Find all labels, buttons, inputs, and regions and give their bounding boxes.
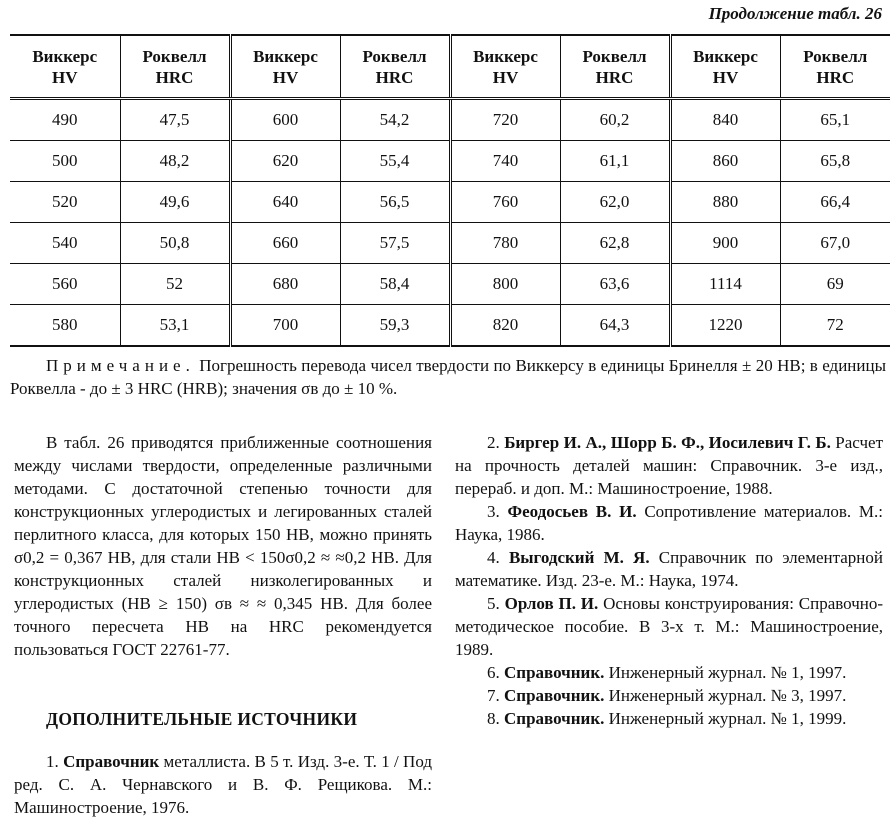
cell-rockwell: 53,1 [120, 305, 230, 347]
cell-rockwell: 62,0 [560, 182, 670, 223]
reference-author: Феодосьев В. И. [507, 502, 637, 521]
cell-vickers: 490 [52, 110, 78, 129]
column-header [670, 35, 780, 99]
cell-rockwell: 69 [780, 264, 890, 305]
column-header [340, 35, 450, 99]
cell-rockwell: 57,5 [340, 223, 450, 264]
table-row [10, 305, 890, 347]
cell-vickers: 600 [230, 99, 340, 141]
reference-author: Справочник. [504, 663, 605, 682]
cell-rockwell: 58,4 [340, 264, 450, 305]
table-row [10, 264, 890, 305]
reference-number: 7. [487, 686, 500, 705]
cell-rockwell: 54,2 [340, 99, 450, 141]
reference-text: Сопротивление материалов. М.: Наука, 1986. [455, 502, 883, 544]
cell-vickers: 620 [230, 141, 340, 182]
section-title: ДОПОЛНИТЕЛЬНЫЕ ИСТОЧНИКИ [46, 709, 358, 729]
table-note [10, 354, 886, 400]
header-unit: HRC [595, 67, 634, 87]
table-header-row [10, 35, 890, 99]
reference-text: Основы конструирования: Справочно-методическое пособие. В 3-х т. М.: Машиностроение, 1989. [455, 594, 884, 659]
cell-vickers: 540 [10, 223, 120, 264]
cell-vickers: 760 [450, 182, 560, 223]
body-paragraph: В табл. 26 приводятся приближенные соотношения между числами твердости, определенные различными методами. С достаточной степенью точности для конструкционных углеродистых и легированных сталей перлитного класса, для которых 150 НВ, можно принять σ0,2 = 0,367 НВ, для стали НВ < 150σ0,2 ≈ ≈0,2 НВ. Для конструкционных сталей низколегированных и углеродистых (НВ ≥ 150) σв ≈ ≈ 0,345 НВ. Для более точного пересчета НВ на HRC рекомендуется пользоваться ГОСТ 22761-77. [14, 433, 432, 659]
cell-rockwell: 62,8 [560, 223, 670, 264]
cell-rockwell: 61,1 [560, 141, 670, 182]
header-method: Виккерс [253, 46, 318, 66]
cell-vickers: 680 [230, 264, 340, 305]
cell-vickers: 700 [230, 305, 340, 347]
table-row [10, 141, 890, 182]
header-method: Роквелл [803, 46, 868, 66]
header-unit: HRC [816, 67, 855, 87]
cell-vickers: 1220 [670, 305, 780, 347]
header-method: Роквелл [582, 46, 647, 66]
header-unit: HRC [375, 67, 414, 87]
cell-vickers: 840 [670, 99, 780, 141]
reference-item [455, 661, 883, 684]
reference-number: 3. [487, 502, 500, 521]
table-caption: Продолжение табл. 26 [708, 4, 882, 23]
cell-vickers: 860 [670, 141, 780, 182]
column-header [230, 35, 340, 99]
column-header [450, 35, 560, 99]
cell-rockwell: 65,8 [780, 141, 890, 182]
cell-vickers: 520 [10, 182, 120, 223]
cell-vickers: 800 [450, 264, 560, 305]
cell-rockwell: 66,4 [780, 182, 890, 223]
reference-number: 6. [487, 663, 500, 682]
cell-vickers: 1114 [670, 264, 780, 305]
cell-vickers: 820 [450, 305, 560, 347]
cell-vickers: 640 [230, 182, 340, 223]
reference-item [455, 707, 883, 730]
reference-author: Справочник. [504, 709, 605, 728]
cell-rockwell: 72 [780, 305, 890, 347]
cell-rockwell: 55,4 [340, 141, 450, 182]
cell-rockwell: 63,6 [560, 264, 670, 305]
references-right [455, 431, 883, 730]
table-row [10, 99, 890, 141]
reference-item [455, 431, 883, 500]
reference-item [455, 592, 883, 661]
table-body [10, 99, 890, 347]
reference-item [455, 546, 883, 592]
header-method: Виккерс [32, 46, 98, 66]
table-row [10, 182, 890, 223]
cell-vickers: 880 [670, 182, 780, 223]
reference-item [455, 684, 883, 707]
cell-rockwell: 50,8 [120, 223, 230, 264]
reference-author: Орлов П. И. [504, 594, 599, 613]
reference-number: 4. [487, 548, 500, 567]
cell-rockwell: 59,3 [340, 305, 450, 347]
reference-text: Расчет на прочность деталей машин: Справочник. 3-е изд., перераб. и доп. М.: Машиностроение, 1988. [455, 433, 884, 498]
cell-vickers: 900 [670, 223, 780, 264]
reference-author: Биргер И. А., Шорр Б. Ф., Иосилевич Г. Б. [504, 433, 831, 452]
reference-number: 1. [46, 752, 59, 771]
hardness-conversion-table [10, 34, 890, 347]
reference-text: Инженерный журнал. № 1, 1999. [608, 709, 847, 728]
reference-text: металлиста. В 5 т. Изд. 3-е. Т. 1 / Под ред. С. А. Чернавского и В. Ф. Рещикова. М.: Машиностроение, 1976. [14, 752, 432, 817]
reference-author: Справочник. [504, 686, 605, 705]
cell-rockwell: 65,1 [780, 99, 890, 141]
reference-number: 5. [487, 594, 500, 613]
cell-rockwell: 47,5 [120, 99, 230, 141]
cell-vickers: 500 [10, 141, 120, 182]
header-unit: HV [272, 67, 299, 87]
reference-number: 8. [487, 709, 500, 728]
header-method: Роквелл [362, 46, 427, 66]
cell-rockwell: 60,2 [560, 99, 670, 141]
cell-vickers: 720 [450, 99, 560, 141]
reference-author: Выгодский М. Я. [508, 548, 650, 567]
header-unit: HRC [155, 67, 194, 87]
header-method: Роквелл [142, 46, 207, 66]
cell-rockwell: 49,6 [120, 182, 230, 223]
cell-vickers: 780 [450, 223, 560, 264]
header-unit: HV [52, 67, 78, 87]
table-row [10, 223, 890, 264]
references-left [14, 750, 432, 819]
cell-rockwell: 52 [120, 264, 230, 305]
header-method: Виккерс [473, 46, 538, 66]
header-unit: HV [492, 67, 519, 87]
reference-number: 2. [487, 433, 500, 452]
reference-text: Инженерный журнал. № 1, 1997. [608, 663, 847, 682]
reference-item [455, 500, 883, 546]
reference-item [14, 750, 432, 819]
cell-rockwell: 64,3 [560, 305, 670, 347]
header-method: Виккерс [693, 46, 758, 66]
note-text: Погрешность перевода чисел твердости по Виккерсу в единицы Бринелля ± 20 НВ; в единицы Роквелла - до ± 3 HRC (HRB); значения σв до ± 10 %. [10, 356, 887, 398]
cell-rockwell: 48,2 [120, 141, 230, 182]
column-header [560, 35, 670, 99]
column-header [10, 35, 120, 99]
column-header [120, 35, 230, 99]
cell-vickers: 660 [230, 223, 340, 264]
reference-text: Инженерный журнал. № 3, 1997. [608, 686, 847, 705]
hardness-table-container [10, 34, 890, 347]
body-paragraph-column [14, 431, 432, 661]
reference-text: Справочник по элементарной математике. Изд. 23-е. М.: Наука, 1974. [455, 548, 883, 590]
column-header [780, 35, 890, 99]
note-lead: Примечание. [46, 356, 195, 375]
cell-vickers: 740 [450, 141, 560, 182]
cell-rockwell: 56,5 [340, 182, 450, 223]
cell-vickers: 580 [10, 305, 120, 347]
cell-rockwell: 67,0 [780, 223, 890, 264]
cell-vickers: 560 [10, 264, 120, 305]
header-unit: HV [712, 67, 739, 87]
reference-author: Справочник [63, 752, 160, 771]
